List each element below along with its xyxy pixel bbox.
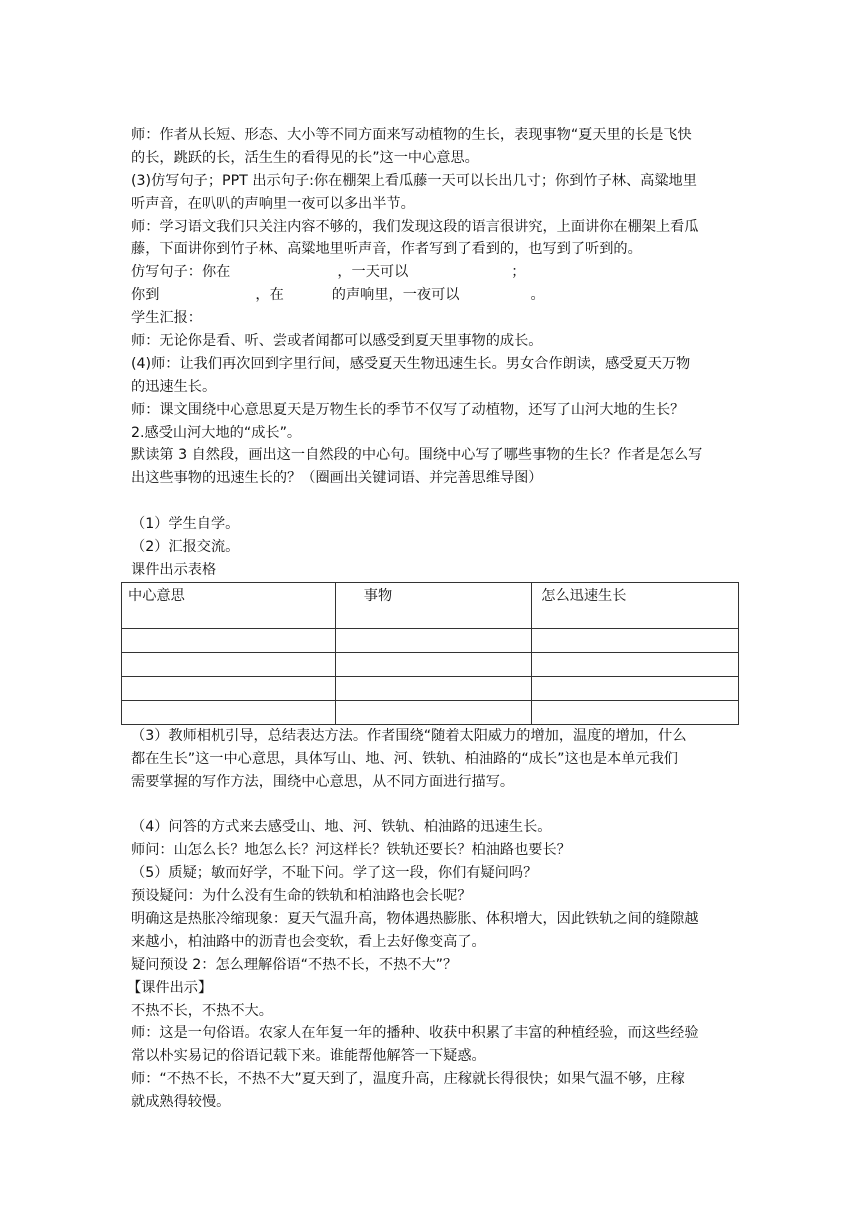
blank-line	[131, 793, 741, 816]
paragraph-line: （2）汇报交流。	[131, 539, 240, 556]
fill-text: ；	[511, 264, 526, 281]
paragraph-line: 学生汇报：	[131, 310, 202, 327]
table-cell	[122, 676, 336, 700]
paragraph-line: (4)师：让我们再次回到字里行间，感受夏天生物迅速生长。男女合作朗读，感受夏天万物	[131, 355, 691, 372]
table-cell	[335, 700, 532, 724]
paragraph-line: 听声音，在叭叭的声响里一夜可以多出半节。	[131, 195, 415, 212]
section-heading: 【课件出示】	[127, 979, 213, 996]
fill-text: ，一天可以	[337, 264, 409, 281]
table-row	[122, 628, 739, 652]
fill-text: 你到	[131, 287, 160, 304]
table-cell	[532, 676, 739, 700]
table-row	[122, 676, 739, 700]
paragraph-line: （3）教师相机引导，总结表达方法。作者围绕“随着太阳威力的增加，温度的增加，什么	[131, 727, 687, 744]
table-cell	[532, 652, 739, 676]
paragraph-line: 2.感受山河大地的“成长”。	[131, 424, 302, 441]
paragraph-line: 默读第 3 自然段，画出这一自然段的中心句。围绕中心写了哪些事物的生长？作者是怎么写	[131, 447, 703, 464]
paragraph-line: （4）问答的方式来去感受山、地、河、铁轨、柏油路的迅速生长。	[131, 819, 552, 836]
table-cell	[335, 652, 532, 676]
document-body	[127, 124, 741, 1114]
paragraph-line: 藤，下面讲你到竹子林、高粱地里听声音，作者写到了看到的，也写到了听到的。	[131, 241, 642, 258]
paragraph-line: 师：课文围绕中心意思夏天是万物生长的季节不仅写了动植物，还写了山河大地的生长？	[131, 401, 685, 418]
table-cell	[532, 628, 739, 652]
paragraph-line: 师：这是一句俗语。农家人在年复一年的播种、收获中积累了丰富的种植经验，而这些经验	[131, 1025, 699, 1042]
paragraph-line: 不热不长，不热不大。	[131, 1002, 273, 1019]
table-cell	[335, 676, 532, 700]
table-cell	[532, 700, 739, 724]
paragraph-line: 师：作者从长短、形态、大小等不同方面来写动植物的生长，表现事物“夏天里的长是飞快	[131, 127, 692, 143]
paragraph-line: 出这些事物的迅速生长的？（圈画出关键词语、并完善思维导图）	[131, 470, 543, 487]
table-cell	[122, 628, 336, 652]
header-label: 事物	[363, 587, 393, 604]
table-cell	[122, 652, 336, 676]
table-header-cell	[532, 582, 739, 628]
fill-text: 。	[530, 287, 545, 304]
courseware-table	[121, 582, 739, 725]
blank-line	[131, 490, 741, 513]
table-cell	[335, 628, 532, 652]
paragraph-line: 预设疑问：为什么没有生命的铁轨和柏油路也会长呢？	[131, 888, 472, 905]
paragraph-line: 来越小，柏油路中的沥青也会变软，看上去好像变高了。	[131, 933, 486, 950]
paragraph-line: 师问：山怎么长？地怎么长？河这样长？铁轨还要长？柏油路也要长？	[131, 842, 571, 859]
table-row	[122, 700, 739, 724]
paragraph-line: 明确这是热胀冷缩现象：夏天气温升高，物体遇热膨胀、体积增大，因此铁轨之间的缝隙越	[131, 910, 699, 927]
paragraph-line: （5）质疑；敏而好学，不耻下问。学了这一段，你们有疑问吗？	[131, 865, 538, 882]
paragraph-line: 的长，跳跃的长，活生生的看得见的长”这一中心意思。	[131, 149, 479, 166]
paragraph-line: 的迅速生长。	[131, 378, 217, 395]
paragraph-line: 师：无论你是看、听、尝或者闻都可以感受到夏天里事物的成长。	[131, 333, 543, 350]
paragraph-line: 需要掌握的写作方法，围绕中心意思，从不同方面进行描写。	[131, 773, 515, 790]
paragraph-line: (3)仿写句子；PPT 出示句子:你在棚架上看瓜藤一天可以长出几寸；你到竹子林、高粱地里	[131, 172, 697, 189]
header-label: 怎么迅速生长	[541, 587, 627, 604]
paragraph-line: （1）学生自学。	[131, 516, 240, 533]
fill-in-sentence-2	[131, 284, 741, 307]
paragraph-line: 师：学习语文我们只关注内容不够的，我们发现这段的语言很讲究，上面讲你在棚架上看瓜	[131, 218, 699, 235]
fill-text: ，在	[255, 287, 284, 304]
paragraph-line: 常以朴实易记的俗语记载下来。谁能帮他解答一下疑惑。	[131, 1048, 486, 1065]
fill-text: 仿写句子：你在	[131, 264, 231, 281]
fill-text: 的声响里，一夜可以	[331, 287, 460, 304]
paragraph-line: 课件出示表格	[131, 561, 217, 578]
paragraph-line: 都在生长”这一中心意思，具体写山、地、河、铁轨、柏油路的“成长”这也是本单元我们	[131, 750, 678, 767]
paragraph-line: 就成熟得较慢。	[131, 1094, 231, 1111]
fill-in-sentence-1	[131, 261, 741, 284]
table-header-row	[122, 582, 739, 628]
table-cell	[122, 700, 336, 724]
table-header-cell	[122, 582, 336, 628]
table-row	[122, 652, 739, 676]
paragraph-line: 师：“不热不长，不热不大”夏天到了，温度升高，庄稼就长得很快；如果气温不够，庄稼	[131, 1071, 685, 1088]
paragraph-line: 疑问预设 2：怎么理解俗语“不热不长，不热不大”？	[131, 956, 458, 973]
table-header-cell	[335, 582, 532, 628]
header-label: 中心意思	[128, 587, 185, 604]
